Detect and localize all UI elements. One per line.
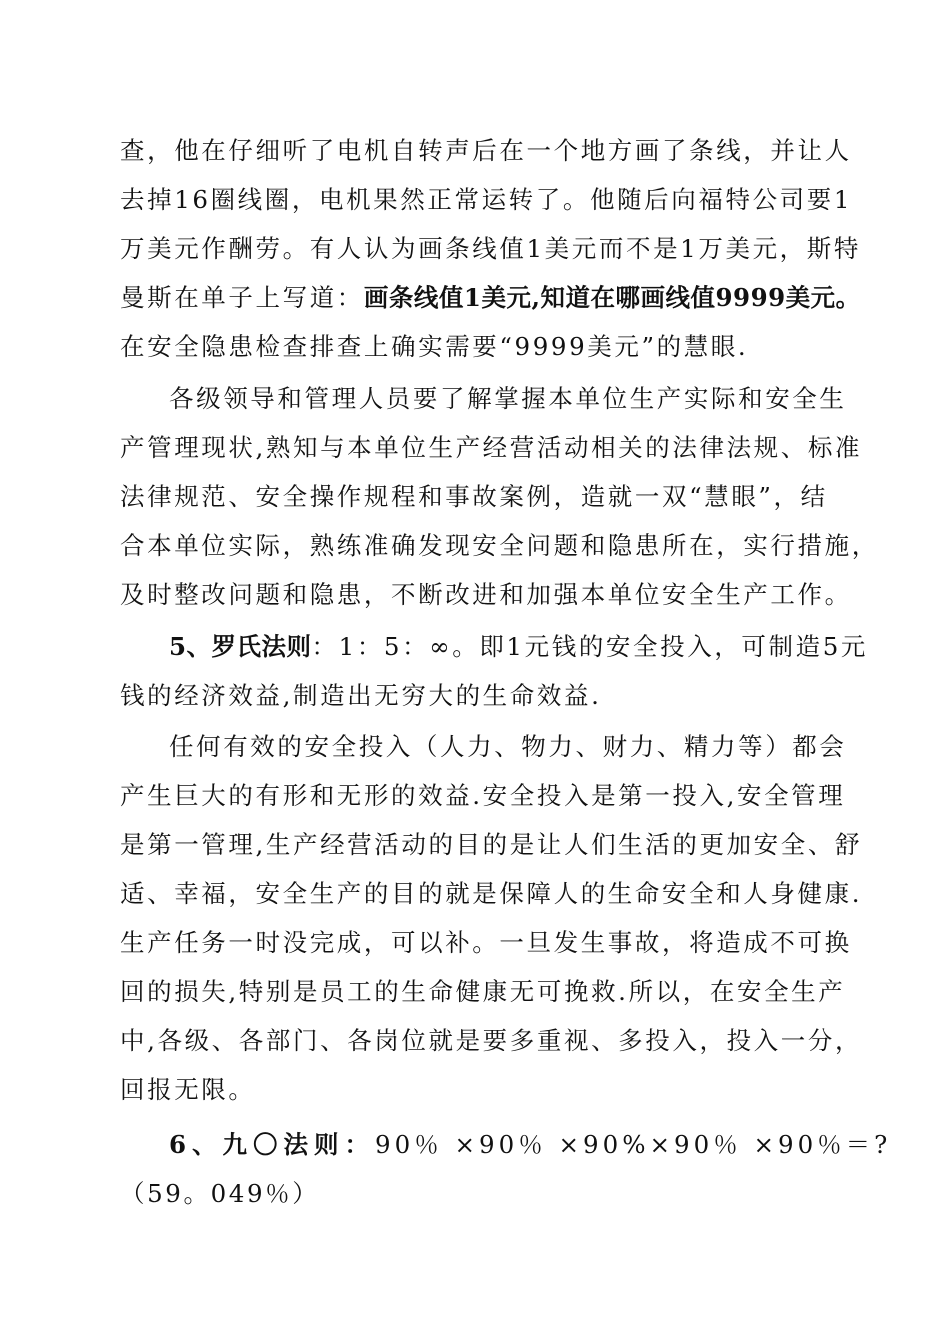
- text-line: [120, 622, 869, 671]
- text-line: 适、幸福，安全生产的目的就是保障人的生命安全和人身健康.: [120, 879, 863, 908]
- text-line: 任何有效的安全投入（人力、物力、财力、精力等）都会: [169, 732, 847, 761]
- text-line: 是第一管理,生产经营活动的目的是让人们生活的更加安全、舒: [120, 830, 863, 859]
- rule-heading: 5、罗氏法则: [169, 632, 312, 661]
- text-line: 各级领导和管理人员要了解掌握本单位生产实际和安全生: [169, 384, 847, 413]
- text-line: 合本单位实际，熟练准确发现安全问题和隐患所在，实行措施，: [120, 531, 879, 560]
- rule-heading: 6、九〇法则：: [169, 1130, 376, 1159]
- text-line: 产生巨大的有形和无形的效益.安全投入是第一投入,安全管理: [120, 781, 846, 810]
- text-line: 生产任务一时没完成，可以补。一旦发生事故，将造成不可换: [120, 928, 852, 957]
- paragraph-rule-5: [120, 622, 869, 720]
- bold-quote: 画条线值1美元,知道在哪画线值9999美元。: [363, 283, 861, 312]
- text-line: 查，他在仔细听了电机自转声后在一个地方画了条线，并让人: [120, 136, 852, 165]
- paragraph-management: [120, 374, 879, 619]
- text-line: 及时整改问题和隐患，不断改进和加强本单位安全生产工作。: [120, 580, 852, 609]
- text-line: [120, 1120, 892, 1169]
- text-line: 中,各级、各部门、各岗位就是要多重视、多投入，投入一分，: [120, 1026, 863, 1055]
- text-line: 回报无限。: [120, 1075, 256, 1104]
- text-segment: ：1：5：∞。即1元钱的安全投入，可制造5元: [311, 632, 869, 661]
- text-line: 钱的经济效益,制造出无穷大的生命效益.: [120, 681, 602, 710]
- formula: 90％ ×90％ ×90%×90％ ×90％＝?: [375, 1130, 892, 1159]
- text-line: （59。049％）: [120, 1179, 320, 1208]
- text-line: 万美元作酬劳。有人认为画条线值1美元而不是1万美元，斯特: [120, 234, 861, 263]
- text-line: 产管理现状,熟知与本单位生产经营活动相关的法律法规、标准: [120, 433, 863, 462]
- text-line: 在安全隐患检查排查上确实需要“9999美元”的慧眼.: [120, 332, 749, 361]
- text-line: [120, 273, 861, 322]
- text-line: 法律规范、安全操作规程和事故案例，造就一双“慧眼”，结: [120, 482, 828, 511]
- paragraph-investment: [120, 722, 863, 1114]
- text-line: 回的损失,特别是员工的生命健康无可挽救.所以，在安全生产: [120, 977, 846, 1006]
- paragraph-story: [120, 126, 861, 371]
- text-segment: 曼斯在单子上写道：: [120, 283, 364, 312]
- paragraph-rule-6: [120, 1120, 892, 1218]
- text-line: 去掉16圈线圈，电机果然正常运转了。他随后向福特公司要1: [120, 185, 853, 214]
